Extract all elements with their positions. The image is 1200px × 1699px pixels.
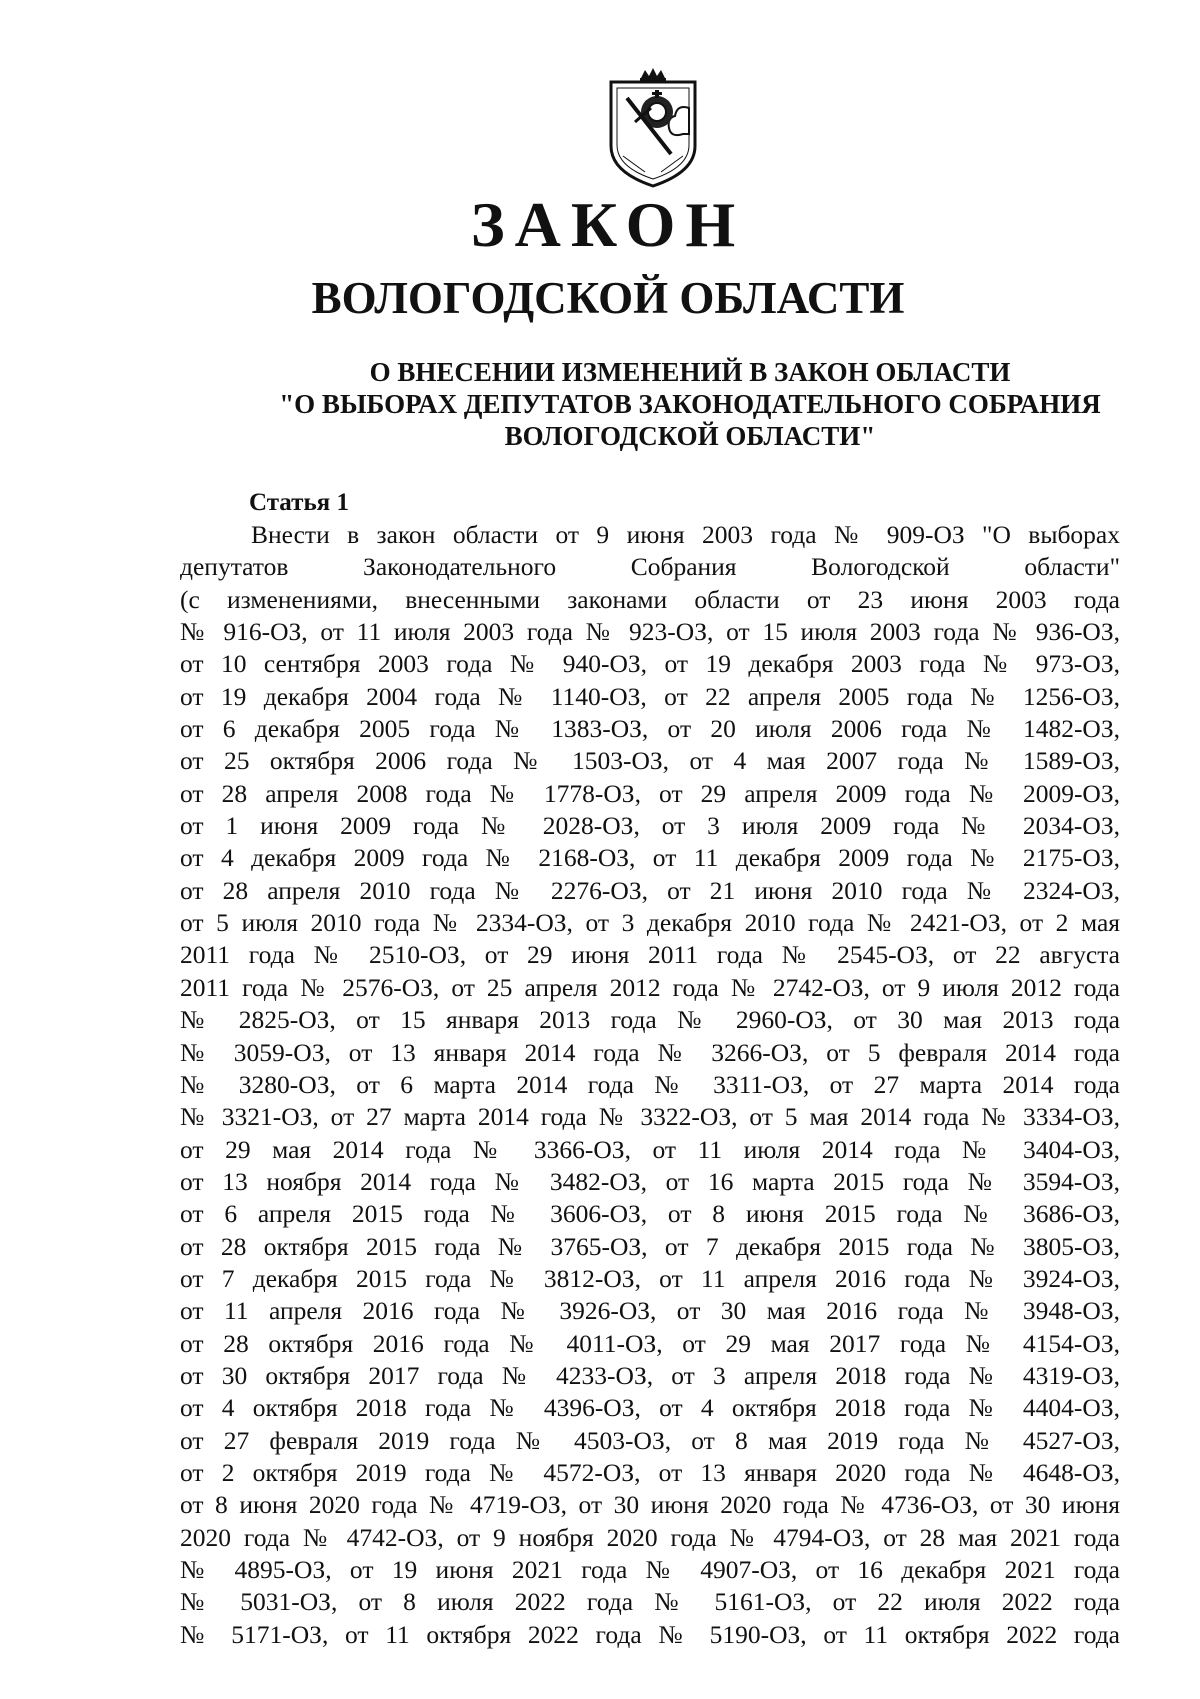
heading-line: "О ВЫБОРАХ ДЕПУТАТОВ ЗАКОНОДАТЕЛЬНОГО СОБРАНИЯ (279, 389, 1101, 419)
article-label: Статья 1 (249, 489, 349, 516)
body-line: от 4 декабря 2009 года № 2168-ОЗ, от 11 декабря 2009 года № 2175-ОЗ, (180, 843, 1120, 873)
body-line: № 2825-ОЗ, от 15 января 2013 года № 2960-ОЗ, от 30 мая 2013 года (180, 1005, 1120, 1035)
coat-of-arms-icon (605, 68, 701, 190)
body-line: от 2 октября 2019 года № 4572-ОЗ, от 13 января 2020 года № 4648-ОЗ, (180, 1457, 1120, 1487)
body-line: от 28 октября 2015 года № 3765-ОЗ, от 7 декабря 2015 года № 3805-ОЗ, (180, 1231, 1120, 1261)
body-line: № 3321-ОЗ, от 27 марта 2014 года № 3322-ОЗ, от 5 мая 2014 года № 3334-ОЗ, (180, 1102, 1120, 1132)
body-line: от 6 декабря 2005 года № 1383-ОЗ, от 20 июля 2006 года № 1482-ОЗ, (180, 714, 1120, 744)
body-line: 2011 года № 2576-ОЗ, от 25 апреля 2012 года № 2742-ОЗ, от 9 июля 2012 года (180, 972, 1120, 1002)
law-heading (170, 356, 1200, 452)
body-line: от 4 октября 2018 года № 4396-ОЗ, от 4 октября 2018 года № 4404-ОЗ, (180, 1393, 1120, 1423)
body-line: депутатов Законодательного Собрания Вологодской области" (180, 552, 1120, 582)
body-line: от 29 мая 2014 года № 3366-ОЗ, от 11 июля 2014 года № 3404-ОЗ, (180, 1134, 1120, 1164)
body-line: № 3059-ОЗ, от 13 января 2014 года № 3266-ОЗ, от 5 февраля 2014 года (180, 1037, 1120, 1067)
body-line: от 5 июля 2010 года № 2334-ОЗ, от 3 декабря 2010 года № 2421-ОЗ, от 2 мая (180, 908, 1120, 938)
body-line: от 25 октября 2006 года № 1503-ОЗ, от 4 мая 2007 года № 1589-ОЗ, (180, 746, 1120, 776)
body-line: от 7 декабря 2015 года № 3812-ОЗ, от 11 апреля 2016 года № 3924-ОЗ, (180, 1263, 1120, 1293)
heading-line: О ВНЕСЕНИИ ИЗМЕНЕНИЙ В ЗАКОН ОБЛАСТИ (369, 357, 1011, 387)
body-line: от 28 октября 2016 года № 4011-ОЗ, от 29 мая 2017 года № 4154-ОЗ, (180, 1328, 1120, 1358)
body-line: № 5031-ОЗ, от 8 июля 2022 года № 5161-ОЗ, от 22 июля 2022 года (180, 1587, 1120, 1617)
body-line: от 13 ноября 2014 года № 3482-ОЗ, от 16 марта 2015 года № 3594-ОЗ, (180, 1166, 1120, 1196)
body-line: от 6 апреля 2015 года № 3606-ОЗ, от 8 июня 2015 года № 3686-ОЗ, (180, 1199, 1120, 1229)
body-line: от 11 апреля 2016 года № 3926-ОЗ, от 30 мая 2016 года № 3948-ОЗ, (180, 1296, 1120, 1326)
body-line: Внести в закон области от 9 июня 2003 года № 909-ОЗ "О выборах (251, 520, 1120, 549)
body-line: № 916-ОЗ, от 11 июля 2003 года № 923-ОЗ, от 15 июля 2003 года № 936-ОЗ, (180, 617, 1120, 647)
document-subtitle: ВОЛОГОДСКОЙ ОБЛАСТИ (311, 273, 905, 323)
body-line: от 27 февраля 2019 года № 4503-ОЗ, от 8 мая 2019 года № 4527-ОЗ, (180, 1425, 1120, 1455)
body-line: от 10 сентября 2003 года № 940-ОЗ, от 19 декабря 2003 года № 973-ОЗ, (180, 649, 1120, 679)
body-line: от 8 июня 2020 года № 4719-ОЗ, от 30 июня 2020 года № 4736-ОЗ, от 30 июня (180, 1490, 1120, 1520)
body-line: от 19 декабря 2004 года № 1140-ОЗ, от 22 апреля 2005 года № 1256-ОЗ, (180, 681, 1120, 711)
body-line: № 4895-ОЗ, от 19 июня 2021 года № 4907-ОЗ, от 16 декабря 2021 года (180, 1555, 1120, 1584)
heading-line: ВОЛОГОДСКОЙ ОБЛАСТИ" (504, 421, 876, 451)
body-line: № 3280-ОЗ, от 6 марта 2014 года № 3311-ОЗ, от 27 марта 2014 года (180, 1069, 1120, 1099)
body-line: от 30 октября 2017 года № 4233-ОЗ, от 3 апреля 2018 года № 4319-ОЗ, (180, 1360, 1120, 1390)
body-line: 2011 года № 2510-ОЗ, от 29 июня 2011 года № 2545-ОЗ, от 22 августа (180, 940, 1120, 970)
body-line: 2020 года № 4742-ОЗ, от 9 ноября 2020 года № 4794-ОЗ, от 28 мая 2021 года (180, 1522, 1120, 1552)
article-body (180, 519, 1120, 1651)
body-line: № 5171-ОЗ, от 11 октября 2022 года № 5190-ОЗ, от 11 октября 2022 года (180, 1619, 1120, 1649)
body-line: от 28 апреля 2008 года № 1778-ОЗ, от 29 апреля 2009 года № 2009-ОЗ, (180, 778, 1120, 808)
document-title: ЗАКОН (470, 189, 746, 260)
body-line: от 28 апреля 2010 года № 2276-ОЗ, от 21 июня 2010 года № 2324-ОЗ, (180, 875, 1120, 905)
body-line: (с изменениями, внесенными законами области от 23 июня 2003 года (180, 584, 1120, 614)
body-line: от 1 июня 2009 года № 2028-ОЗ, от 3 июля 2009 года № 2034-ОЗ, (180, 811, 1120, 841)
